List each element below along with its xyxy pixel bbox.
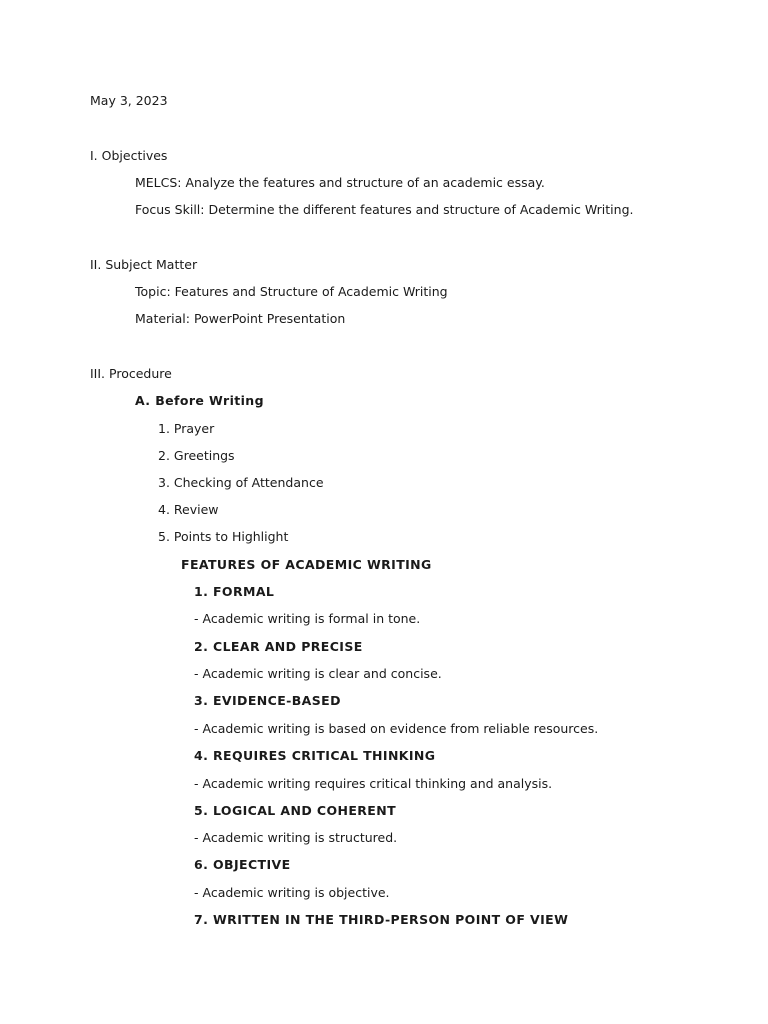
feature-title: 4. REQUIRES CRITICAL THINKING xyxy=(194,748,436,763)
step-item: 2. Greetings xyxy=(158,448,235,463)
feature-description: - Academic writing is formal in tone. xyxy=(194,611,421,626)
feature-title: 5. LOGICAL AND COHERENT xyxy=(194,803,397,818)
topic-text: Topic: Features and Structure of Academic Writing xyxy=(135,284,448,299)
material-text: Material: PowerPoint Presentation xyxy=(135,311,346,326)
feature-description: - Academic writing requires critical thinking and analysis. xyxy=(194,776,553,791)
feature-title: 6. OBJECTIVE xyxy=(194,857,291,872)
objectives-heading: I. Objectives xyxy=(90,148,168,163)
feature-title: 3. EVIDENCE-BASED xyxy=(194,693,341,708)
feature-description: - Academic writing is structured. xyxy=(194,830,398,845)
feature-title: 2. CLEAR AND PRECISE xyxy=(194,639,363,654)
step-item: 4. Review xyxy=(158,502,219,517)
procedure-heading: III. Procedure xyxy=(90,366,172,381)
document-date: May 3, 2023 xyxy=(90,93,168,108)
focus-skill-text: Focus Skill: Determine the different features and structure of Academic Writing. xyxy=(135,202,634,217)
feature-description: - Academic writing is based on evidence from reliable resources. xyxy=(194,721,599,736)
feature-description: - Academic writing is clear and concise. xyxy=(194,666,442,681)
before-writing-heading: A. Before Writing xyxy=(135,393,264,408)
feature-title: 7. WRITTEN IN THE THIRD-PERSON POINT OF VIEW xyxy=(194,912,569,927)
feature-title: 1. FORMAL xyxy=(194,584,275,599)
melcs-text: MELCS: Analyze the features and structure of an academic essay. xyxy=(135,175,545,190)
step-item: 3. Checking of Attendance xyxy=(158,475,324,490)
step-item: 5. Points to Highlight xyxy=(158,529,289,544)
features-heading: FEATURES OF ACADEMIC WRITING xyxy=(181,557,432,572)
feature-description: - Academic writing is objective. xyxy=(194,885,390,900)
subject-matter-heading: II. Subject Matter xyxy=(90,257,198,272)
step-item: 1. Prayer xyxy=(158,421,215,436)
